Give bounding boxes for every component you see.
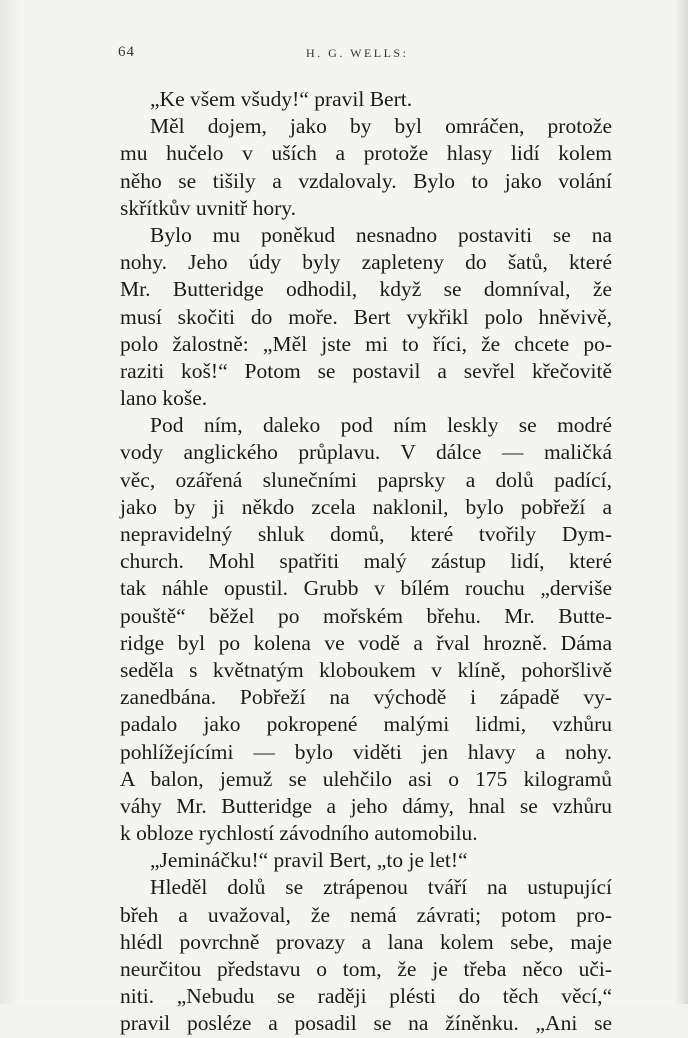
text-line: seděla s květnatým kloboukem v klíně, pohoršlivě [120, 657, 612, 682]
text-line: lano koše. [120, 386, 208, 411]
text-line: nohy. Jeho údy byly zapleteny do šatů, které [120, 250, 612, 275]
running-head [118, 44, 612, 66]
text-line: niti. „Nebudu se raději plésti do těch věcí,“ [120, 984, 612, 1009]
text-line: raziti koš!“ Potom se postavil a sevřel křečovitě [120, 358, 612, 383]
text-line: tak náhle opustil. Grubb v bílém rouchu „derviše [120, 576, 612, 601]
text-line: pohlížejícími — bylo viděti jen hlavy a nohy. [120, 739, 612, 764]
text-line: Pod ním, daleko pod ním leskly se modré [150, 413, 612, 438]
page-number: 64 [118, 44, 135, 60]
text-line: Hleděl dolů se ztrápenou tváří na ustupující [150, 875, 612, 900]
text-line: břeh a uvažoval, že nemá závrati; potom pro- [120, 902, 612, 927]
text-line: k obloze rychlostí závodního automobilu. [120, 821, 478, 846]
text-line: Bylo mu poněkud nesnadno postaviti se na [150, 222, 612, 247]
text-line: Mr. Butteridge odhodil, když se domníval, že [120, 277, 612, 302]
text-line: neurčitou představu o tom, že je třeba něco uči- [120, 957, 612, 981]
text-line: hlédl povrchně provazy a lana kolem sebe, maje [120, 929, 612, 954]
text-line: „Jemináčku!“ pravil Bert, „to je let!“ [150, 848, 468, 873]
body-text [120, 86, 612, 1038]
text-line: zanedbána. Pobřeží na východě i západě vy- [120, 685, 612, 710]
text-line: skřítkův uvnitř hory. [120, 195, 296, 220]
text-line: pravil posléze a posadil se na žíněnku. „Ani se [120, 1011, 612, 1036]
text-line: nepravidelný shluk domů, které tvořily Dym- [120, 522, 612, 546]
text-line: mu hučelo v uších a protože hlasy lidí kolem [120, 141, 612, 166]
text-line: ridge byl po kolena ve vodě a řval hrozně. Dáma [120, 630, 612, 655]
text-line: vody anglického průplavu. V dálce — maličká [120, 440, 612, 465]
text-line: church. Mohl spatřiti malý zástup lidí, které [120, 549, 612, 574]
text-line: váhy Mr. Butteridge a jeho dámy, hnal se vzhůru [120, 793, 612, 818]
text-line: něho se tišily a vzdalovaly. Bylo to jako volání [120, 168, 612, 193]
text-line: jako by ji někdo zcela naklonil, bylo pobřeží a [120, 494, 612, 519]
text-line: polo žalostně: „Měl jste mi to říci, že chcete po- [120, 331, 612, 356]
running-head-author: H. G. WELLS: [306, 46, 409, 60]
text-line: věc, ozářená slunečními paprsky a dolů padící, [120, 467, 612, 492]
text-line: A balon, jemuž se ulehčilo asi o 175 kilogramů [120, 766, 612, 791]
text-line: Měl dojem, jako by byl omráčen, protože [150, 114, 612, 139]
text-line: pouště“ běžel po mořském břehu. Mr. Butte- [120, 603, 612, 628]
page-gutter-shadow [0, 0, 20, 1004]
text-line: musí skočiti do moře. Bert vykřikl polo hněvivě, [120, 304, 612, 329]
text-line: padalo jako pokropené malými lidmi, vzhůru [120, 712, 612, 737]
text-line: „Ke všem všudy!“ pravil Bert. [150, 87, 413, 111]
page-edge-shadow [674, 0, 688, 1004]
